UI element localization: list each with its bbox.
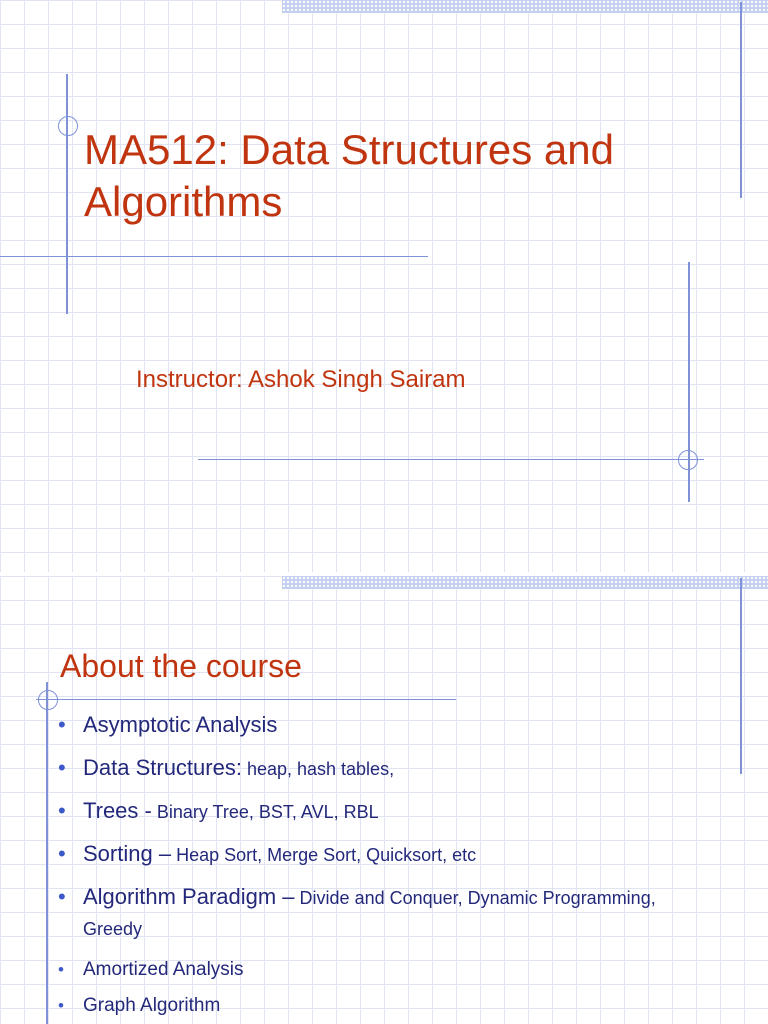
bullet-dot-icon: • (58, 996, 64, 1015)
list-item (56, 839, 696, 870)
topic-main: Data Structures: (83, 755, 242, 780)
crosshair-circle-icon (58, 116, 78, 136)
section-heading: About the course (60, 648, 302, 684)
top-decor-band (282, 0, 768, 13)
topic-main: Asymptotic Analysis (83, 712, 278, 737)
crosshair-circle-icon (678, 450, 698, 470)
topic-detail: heap, hash tables, (241, 759, 395, 779)
slide-title: MA512: Data Structures and Algorithms (84, 126, 614, 225)
topic-main: Trees - (83, 798, 152, 823)
list-item (56, 956, 696, 984)
top-decor-band (282, 576, 768, 589)
instructor-name: Instructor: Ashok Singh Sairam (136, 366, 466, 393)
bullet-dot-icon: • (58, 755, 66, 780)
topic-main: Amortized Analysis (83, 959, 244, 980)
decor-vline-top-right (740, 578, 742, 774)
list-item (56, 992, 696, 1020)
course-topics-list (56, 710, 696, 1024)
list-item (56, 753, 696, 784)
decor-hline-heading (36, 699, 456, 700)
decor-hline-upper (0, 256, 428, 257)
bullet-dot-icon: • (58, 841, 66, 866)
bullet-dot-icon: • (58, 884, 66, 909)
bullet-dot-icon: • (58, 798, 66, 823)
decor-vline-left (66, 74, 68, 314)
crosshair-circle-icon (38, 690, 58, 710)
list-item (56, 710, 696, 741)
decor-vline-left (46, 682, 48, 1024)
decor-vline-top-right (740, 2, 742, 198)
list-item (56, 882, 696, 944)
decor-hline-lower (198, 459, 704, 460)
topic-main: Sorting – (83, 841, 172, 866)
about-course-slide (0, 576, 768, 1024)
bullet-dot-icon: • (58, 712, 66, 737)
topic-detail: Heap Sort, Merge Sort, Quicksort, etc (171, 845, 477, 865)
topic-detail: Divide and Conquer, Dynamic Programming, Greedy (83, 888, 656, 939)
topic-detail: Binary Tree, BST, AVL, RBL (151, 802, 379, 822)
list-item (56, 796, 696, 827)
topic-main: Graph Algorithm (83, 995, 221, 1016)
bullet-dot-icon: • (58, 960, 64, 979)
topic-main: Algorithm Paradigm – (83, 884, 295, 909)
